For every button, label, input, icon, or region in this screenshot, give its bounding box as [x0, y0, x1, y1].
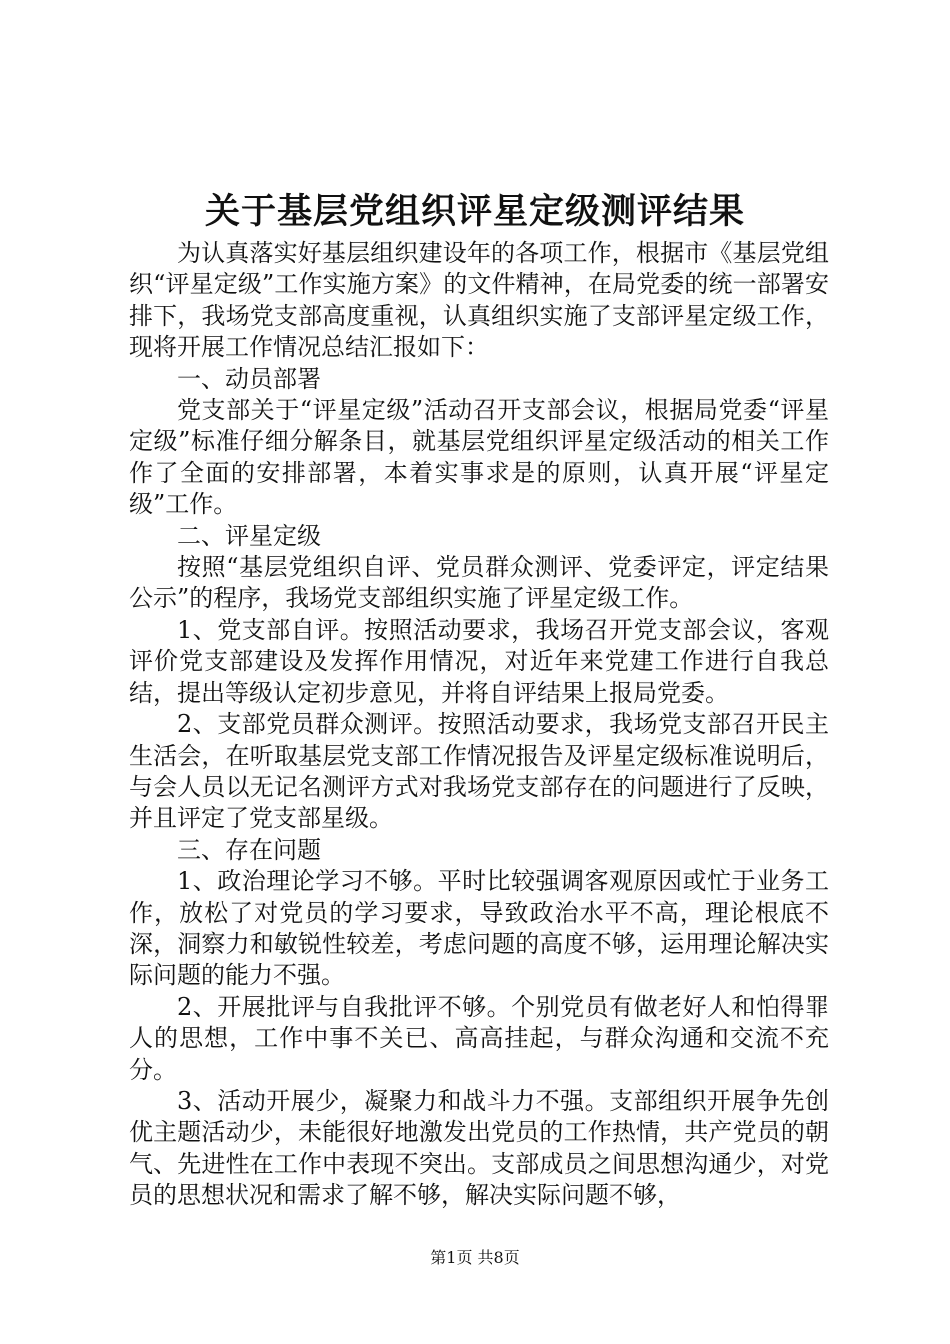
- paragraph: 为认真落实好基层组织建设年的各项工作，根据市《基层党组织“评星定级”工作实施方案》的文件精神，在局党委的统一部署安排下，我场党支部高度重视，认真组织实施了支部评星定级工作，现将开展工作情况总结汇报如下：: [129, 239, 829, 362]
- document-title: 关于基层党组织评星定级测评结果: [204, 191, 745, 232]
- page-footer: 第1页 共8页: [430, 1248, 520, 1267]
- document-body: [129, 238, 829, 1212]
- paragraph: 1、政治理论学习不够。平时比较强调客观原因或忙于业务工作，放松了对党员的学习要求，导致政治水平不高，理论根底不深，洞察力和敏锐性较差，考虑问题的高度不够，运用理论解决实际问题的能力不强。: [129, 867, 829, 990]
- paragraph: 2、开展批评与自我批评不够。个别党员有做老好人和怕得罪人的思想，工作中事不关已、高高挂起，与群众沟通和交流不充分。: [129, 992, 829, 1084]
- paragraph: 2、支部党员群众测评。按照活动要求，我场党支部召开民主生活会，在听取基层党支部工作情况报告及评星定级标准说明后，与会人员以无记名测评方式对我场党支部存在的问题进行了反映，并且评定了党支部星级。: [129, 710, 829, 833]
- paragraph: 3、活动开展少，凝聚力和战斗力不强。支部组织开展争先创优主题活动少，未能很好地激发出党员的工作热情，共产党员的朝气、先进性在工作中表现不突出。支部成员之间思想沟通少，对党员的思想状况和需求了解不够，解决实际问题不够，: [129, 1086, 829, 1210]
- paragraph: 党支部关于“评星定级”活动召开支部会议，根据局党委“评星定级”标准仔细分解条目，就基层党组织评星定级活动的相关工作作了全面的安排部署，本着实事求是的原则，认真开展“评星定级”工作。: [129, 396, 829, 519]
- paragraph: 按照“基层党组织自评、党员群众测评、党委评定，评定结果公示”的程序，我场党支部组织实施了评星定级工作。: [129, 553, 829, 613]
- paragraph: 1、党支部自评。按照活动要求，我场召开党支部会议，客观评价党支部建设及发挥作用情况，对近年来党建工作进行自我总结，提出等级认定初步意见，并将自评结果上报局党委。: [129, 615, 829, 707]
- section-heading: 二、评星定级: [177, 521, 321, 550]
- section-heading: 一、动员部署: [177, 364, 321, 393]
- section-heading: 三、存在问题: [177, 835, 321, 864]
